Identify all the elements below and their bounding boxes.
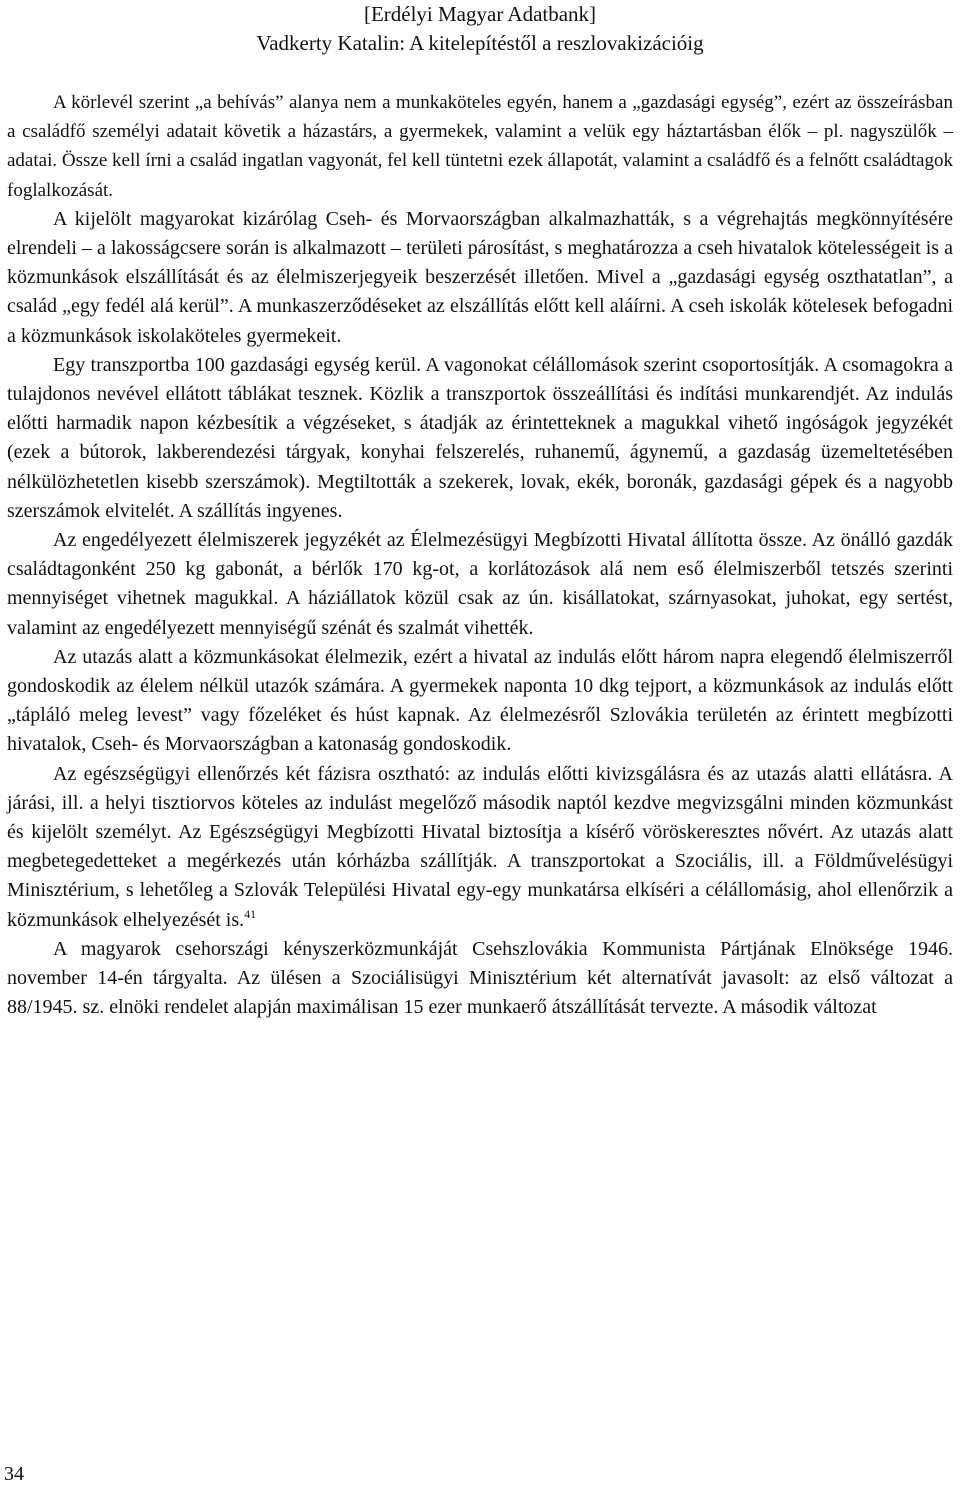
footnote-reference: 41 — [244, 906, 257, 921]
paragraph — [7, 935, 953, 1023]
document-title: Vadkerty Katalin: A kitelepítéstől a reszlovakizációig — [256, 31, 704, 55]
site-name: [Erdélyi Magyar Adatbank] — [363, 2, 597, 26]
body-text — [7, 88, 953, 1023]
paragraph — [7, 643, 953, 760]
paragraph — [7, 760, 953, 935]
paragraph — [7, 205, 953, 351]
paragraph-text: A magyarok csehországi kényszerközmunkáját Csehszlovákia Kommunista Pártjának Elnöksége 1946. november 14-én tárgyalta. Az ülésen a Szociálisügyi Minisztérium két alternatívát javasolt: az első változat a 88/1945. sz. elnöki rendelet alapján maximálisan 15 ezer munkaerő átszállítását tervezte. A második változat — [7, 937, 953, 1019]
paragraph — [7, 88, 953, 205]
paragraph-text: Az engedélyezett élelmiszerek jegyzékét az Élelmezésügyi Megbízotti Hivatal állította össze. Az önálló gazdák családtagonként 250 kg gabonát, a bérlők 170 kg-ot, a korlátozások alá nem eső élelmiszerből tetszés szerinti mennyiséget vihetnek magukkal. A háziállatok közül csak az ún. kisállatokat, szárnyasokat, juhokat, egy sertést, valamint az engedélyezett mennyiségű szénát és szalmát vihették. — [7, 529, 953, 639]
paragraph-text: Egy transzportba 100 gazdasági egység kerül. A vagonokat célállomások szerint csoportosítják. A csomagokra a tulajdonos nevével ellátott táblákat tesznek. Közlik a transzportok összeállítási és indítási munkarendjét. Az indulás előtti harmadik napon kézbesítik a végzéseket, s átadják az érintetteknek a magukkal vihető ingóságok jegyzékét (ezek a bútorok, lakberendezési tárgyak, konyhai felszerelés, ruhanemű, ágynemű, a gazdaság üzemeltetésében nélkülözhetetlen kisebb szerszámok). Megtiltották a szekerek, lovak, ekék, boronák, gazdasági gépek és a nagyobb szerszámok elvitelét. A szállítás ingyenes. — [7, 353, 953, 522]
page-header — [0, 0, 960, 58]
page-number: 34 — [4, 1463, 24, 1485]
paragraph-text: A körlevél szerint „a behívás” alanya nem a munkaköteles egyén, hanem a „gazdasági egység”, ezért az összeírásban a családfő személyi adatait követik a házastárs, a gyermekek, valamint a velük egy háztartásban élők – pl. nagyszülők – adatai. Össze kell írni a család ingatlan vagyonát, fel kell tüntetni ezek állapotát, valamint a családfő és a felnőtt családtagok foglalkozását. — [7, 92, 953, 201]
paragraph — [7, 351, 953, 526]
paragraph — [7, 526, 953, 643]
paragraph-text: A kijelölt magyarokat kizárólag Cseh- és Morvaországban alkalmazhatták, s a végrehajtás megkönnyítésére elrendeli – a lakosságcsere során is alkalmazott – területi párosítást, s meghatározza a cseh hivatalok kötelességeit is a közmunkások elszállítását és az élelmiszerjegyeik beszerzését illetően. Mivel a „gazdasági egység oszthatatlan”, a család „egy fedél alá kerül”. A munkaszerződéseket az elszállítás előtt kell aláírni. A cseh iskolák kötelesek befogadni a közmunkások iskolaköteles gyermekeit. — [7, 207, 953, 347]
paragraph-text: Az egészségügyi ellenőrzés két fázisra osztható: az indulás előtti kivizsgálásra és az utazás alatti ellátásra. A járási, ill. a helyi tisztiorvos köteles az indulást megelőző második naptól kezdve megvizsgálni minden közmunkást és kijelölt személyt. Az Egészségügyi Megbízotti Hivatal biztosítja a kísérő vöröskeresztes nővért. Az utazás alatt megbetegedetteket a megérkezés után kórházba szállítják. A transzportokat a Szociális, ill. a Földművelésügyi Minisztérium, s lehetőleg a Szlovák Települési Hivatal egy-egy munkatársa elkíséri a célállomásig, ahol ellenőrzik a közmunkások elhelyezését is. — [7, 762, 953, 931]
paragraph-text: Az utazás alatt a közmunkásokat élelmezik, ezért a hivatal az indulás előtt három napra elegendő élelmiszerről gondoskodik az élelem nélkül utazók számára. A gyermekek naponta 10 dkg tejport, a közmunkások az indulás előtt „tápláló meleg levest” vagy főzeléket és húst kapnak. Az élelmezésről Szlovákia területén az érintett megbízotti hivatalok, Cseh- és Morvaországban a katonaság gondoskodik. — [7, 645, 953, 756]
